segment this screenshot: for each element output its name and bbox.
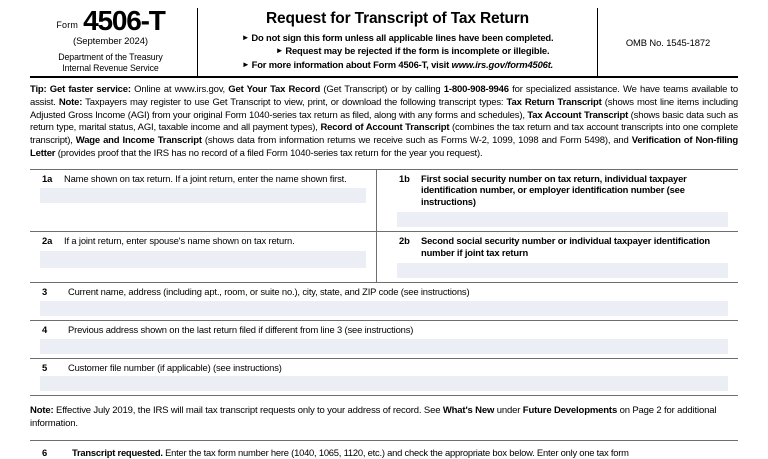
field-2b-number: 2b <box>399 235 410 247</box>
tip-text-3: for specialized assistance. We have teams available to assist. <box>30 84 739 108</box>
page-title: Request for Transcript of Tax Return <box>265 10 530 27</box>
transcript-type-wage-and-income: Wage and Income Transcript <box>75 135 202 147</box>
form-row-2 <box>30 232 738 283</box>
tip-label: Tip: Get faster service: <box>30 84 131 95</box>
field-4-label <box>30 324 738 336</box>
field-6-number: 6 <box>42 447 47 459</box>
arrow-right-icon: ► <box>275 46 284 56</box>
tip-text-7: (combines the tax return and tax account transcripts into one complete transcript), <box>30 122 739 147</box>
field-3-number: 3 <box>42 285 48 297</box>
form-fields-grid <box>30 169 738 397</box>
omb-number: OMB No. 1545-1872 <box>625 36 711 48</box>
field-4-number: 4 <box>42 323 48 335</box>
field-2a <box>30 232 377 282</box>
field-5-input[interactable] <box>40 376 728 391</box>
field-3 <box>30 283 738 320</box>
field-5-text: Customer file number (if applicable) (see instructions) <box>68 361 282 373</box>
field-4 <box>30 321 738 358</box>
note-whats-new: What's New <box>442 405 495 417</box>
tip-text-1: Online at www.irs.gov, <box>130 84 229 95</box>
tip-bold-1: Get Your Tax Record <box>228 84 321 95</box>
field-2a-label <box>30 235 376 247</box>
field-3-input[interactable] <box>40 301 728 316</box>
field-2a-text: If a joint return, enter spouse's name shown on tax return. <box>64 235 295 247</box>
header-bullet-1-text: Do not sign this form unless all applicable lines have been completed. <box>251 32 554 43</box>
note-label: Note: <box>30 405 54 417</box>
tip-paragraph <box>30 84 738 161</box>
field-1b-number: 1b <box>399 172 410 184</box>
field-2a-number: 2a <box>42 235 53 247</box>
header-bullet-3 <box>206 58 589 71</box>
field-2b-text: Second social security number or individual taxpayer identification number if joint tax return <box>421 235 710 258</box>
field-5 <box>30 359 738 396</box>
field-2b-input[interactable] <box>397 263 728 278</box>
tip-text-9: (provides proof that the IRS has no record of a filed Form 1040-series tax return for the year you request). <box>55 147 483 159</box>
form-revision-date: (September 2024) <box>73 35 148 47</box>
note-text-1: Effective July 2019, the IRS will mail tax transcript requests only to your address of record. See <box>53 405 443 417</box>
field-3-text: Current name, address (including apt., room, or suite no.), city, state, and ZIP code (see instructions) <box>68 285 470 297</box>
header-bullet-2-text: Request may be rejected if the form is incomplete or illegible. <box>285 45 550 57</box>
transcript-type-tax-return: Tax Return Transcript <box>506 96 602 108</box>
field-4-text: Previous address shown on the last return filed if different from line 3 (see instructions) <box>68 323 414 335</box>
form-number: 4506-T <box>83 5 165 36</box>
header-bullet-2 <box>206 44 589 57</box>
note-text-2: under <box>494 405 523 417</box>
note-text-3: on Page 2 for additional information. <box>30 405 717 430</box>
field-2b <box>377 232 738 282</box>
header-bullet-3-text: For more information about Form 4506-T, visit <box>251 58 452 70</box>
tip-phone-number: 1-800-908-9946 <box>443 84 509 95</box>
transcript-type-record-of-account: Record of Account Transcript <box>320 122 450 134</box>
field-6-label <box>30 441 738 459</box>
tip-text-4: Taxpayers may register to use Get Transcript to view, print, or download the following transcript types: <box>82 96 507 108</box>
form-row-4 <box>30 321 738 359</box>
form-word-label: Form <box>56 19 79 30</box>
tip-text-5: (shows most line items including Adjusted Gross Income (AGI) from your original Form 1040-series tax return as filed, along with any forms and schedules), <box>30 96 738 121</box>
form-identity-block <box>30 5 198 76</box>
tip-text-8: (shows data from information returns we receive such as Forms W-2, 1099, 1098 and Form 5498), and <box>201 135 632 147</box>
form-row-3 <box>30 283 738 321</box>
field-1a-text: Name shown on tax return. If a joint return, enter the name shown first. <box>64 172 347 184</box>
field-6-bold-label: Transcript requested. <box>72 447 163 459</box>
field-2b-label <box>387 235 738 259</box>
omb-block <box>598 8 738 76</box>
issuing-agency <box>30 52 191 74</box>
form-url-link[interactable]: www.irs.gov/form4506t. <box>451 58 554 70</box>
field-3-label <box>30 286 738 298</box>
arrow-right-icon: ► <box>241 33 250 42</box>
field-4-input[interactable] <box>40 339 728 354</box>
field-6-text <box>72 447 629 459</box>
field-1a-input[interactable] <box>40 188 366 203</box>
transcript-type-verification-non-filing: Verification of Non-filing Letter <box>30 135 738 159</box>
form-header <box>30 0 738 78</box>
field-1a <box>30 170 377 232</box>
field-6-instruction: Enter the tax form number here (1040, 1065, 1120, etc.) and check the appropriate box below. Enter only one tax form <box>162 447 629 459</box>
form-row-5 <box>30 359 738 397</box>
form-number-line <box>30 5 191 36</box>
field-5-number: 5 <box>42 361 48 373</box>
tip-text-2: (Get Transcript) or by calling <box>320 84 444 95</box>
transcript-type-tax-account: Tax Account Transcript <box>527 109 629 121</box>
field-1b-text: First social security number on tax return, individual taxpayer identification number, or employer identification number (see instructions) <box>421 172 687 208</box>
form-row-1 <box>30 170 738 233</box>
note-future-developments: Future Developments <box>522 405 618 417</box>
department-line-1: Department of the Treasury <box>58 51 163 62</box>
note-paragraph <box>30 405 738 431</box>
field-1b-input[interactable] <box>397 212 728 227</box>
tip-bold-note: Note: <box>58 96 83 108</box>
field-5-label <box>30 362 738 374</box>
field-1a-number: 1a <box>42 172 53 184</box>
field-1a-label <box>30 173 376 185</box>
field-2a-input[interactable] <box>40 251 366 268</box>
header-bullet-1 <box>206 31 589 44</box>
tip-text-6: (shows basic data such as return type, marital status, AGI, taxable income and all payment types), <box>30 109 738 134</box>
form-title-block <box>198 8 598 76</box>
field-1b <box>377 170 738 232</box>
field-1b-label <box>387 173 738 209</box>
arrow-right-icon: ► <box>241 59 250 69</box>
department-line-2: Internal Revenue Service <box>62 62 159 73</box>
